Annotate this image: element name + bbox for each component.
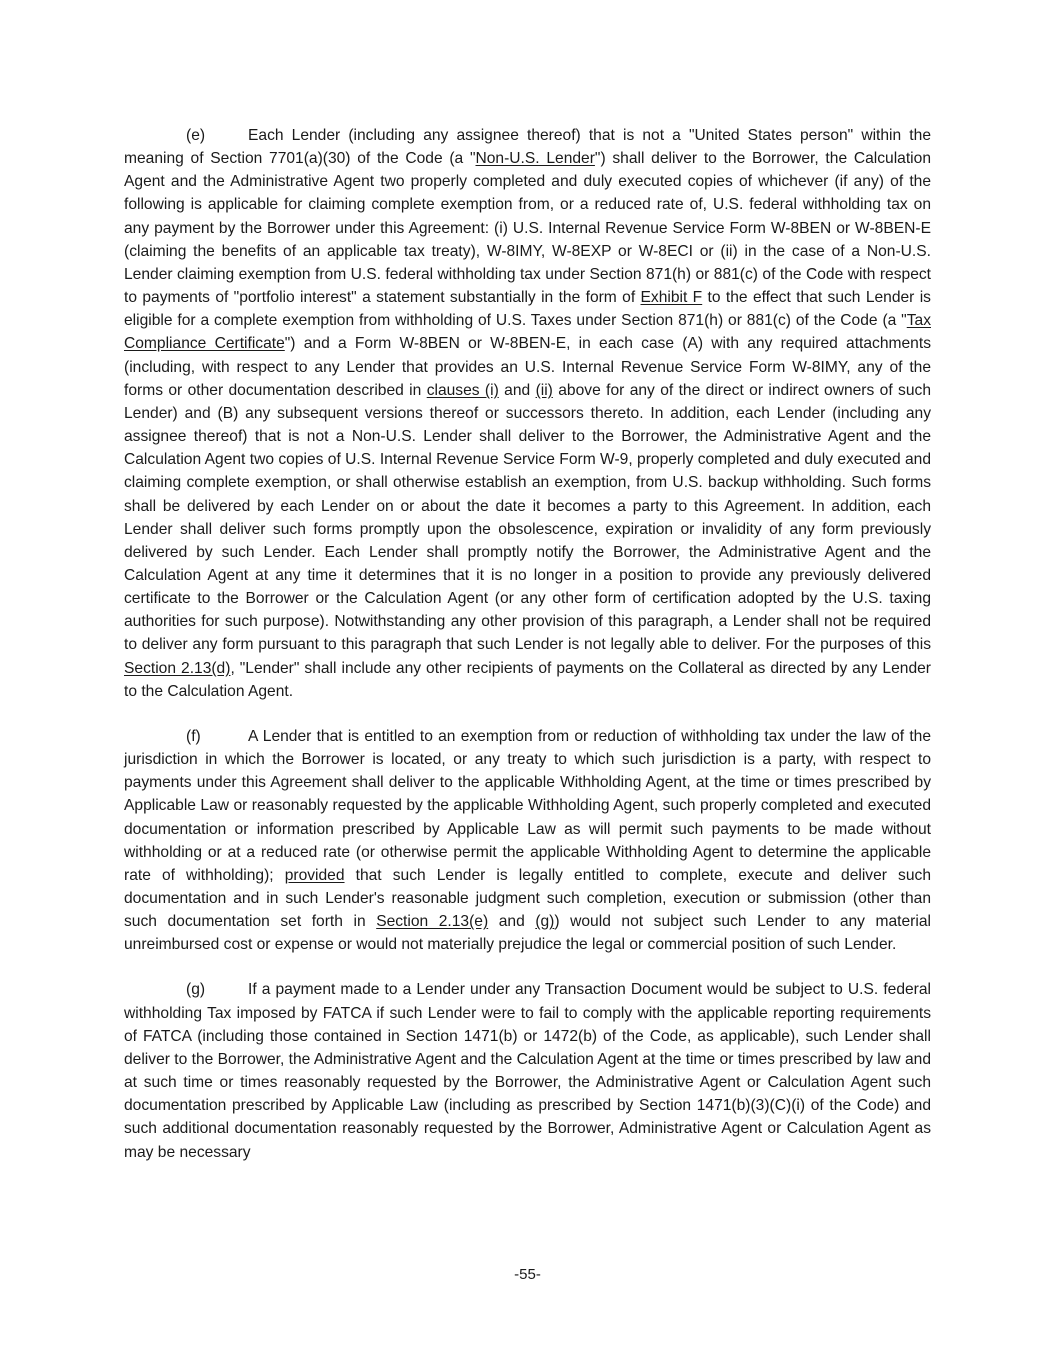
paragraph-text: and (498, 381, 536, 399)
paragraph-label: (f) (186, 727, 201, 745)
paragraph-e (124, 124, 931, 703)
defined-term-provided: provided (284, 866, 345, 884)
paragraph-text: A Lender that is entitled to an exemption from or reduction of withholding tax under the law of the jurisdiction in which the Borrower is located, or any treaty to which such jurisdiction is a party, with respect to payments under this Agreement shall deliver to the applicable Withholding Agent, at the time or times prescribed by Applicable Law or reasonably requested by the applicable Withholding Agent, such properly completed and executed documentation or information prescribed by Applicable Law as will permit such payments to be made without withholding or at a reduced rate (or otherwise permit the applicable Withholding Agent to determine the applicable rate of withholding); (124, 727, 931, 884)
page-number: -55- (514, 1266, 541, 1283)
paragraph-text: ") and a Form W-8BEN or W-8BEN-E, in each case (A) with any required attachments (including, with respect to any Lender that provides an U.S. Internal Revenue Service Form W-8IMY, any of the forms or other documentation described in (124, 335, 931, 399)
paragraph-g (124, 978, 931, 1163)
paragraph-label: (g) (186, 981, 206, 999)
document-page (124, 124, 931, 1186)
paragraph-text: ") shall deliver to the Borrower, the Calculation Agent and the Administrative Agent two properly completed and duly executed copies of whichever (if any) of the following is applicable for claiming complete exemption from, or a reduced rate of, U.S. federal withholding tax on any payment by the Borrower under this Agreement: (i) U.S. Internal Revenue Service Form W-8BEN or W-8BEN-E (claiming the benefits of an applicable tax treaty), W-8IMY, W-8EXP or W-8ECI or (ii) in the case of a Non-U.S. Lender claiming exemption from U.S. federal withholding tax under Section 871(h) or 881(c) of the Code with respect to payments of "portfolio interest" a statement substantially in the form of (124, 150, 931, 307)
reference-clauses-i: clauses (i) (426, 381, 499, 399)
paragraph-text: ) would not subject such Lender to any material unreimbursed cost or expense or would not materially prejudice the legal or commercial position of such Lender. (124, 913, 931, 954)
defined-term-non-us-lender: Non-U.S. Lender (475, 150, 595, 168)
paragraph-f (124, 725, 931, 957)
paragraph-text: and (488, 913, 536, 931)
reference-section-2-13-d: Section 2.13(d) (124, 659, 231, 677)
reference-clause-g: (g) (535, 913, 555, 931)
reference-exhibit-f: Exhibit F (640, 289, 703, 307)
paragraph-text: Each Lender (including any assignee thereof) that is not a "United States person" within the meaning of Section 7701(a)(30) of the Code (a " (124, 127, 931, 168)
defined-term-tax-compliance-certificate: Tax Compliance Certificate (124, 312, 931, 353)
paragraph-text: above for any of the direct or indirect owners of such Lender) and (B) any subsequent versions thereof or successors thereto. In addition, each Lender (including any assignee thereof) that is not a Non-U.S. Lender shall deliver to the Borrower, the Administrative Agent and the Calculation Agent two copies of U.S. Internal Revenue Service Form W-9, properly completed and duly executed and claiming complete exemption, or shall otherwise establish an exemption, from U.S. backup withholding. Such forms shall be delivered by each Lender on or about the date it becomes a party to this Agreement. In addition, each Lender shall deliver such forms promptly upon the obsolescence, expiration or invalidity of any form previously delivered by such Lender. Each Lender shall promptly notify the Borrower, the Administrative Agent and the Calculation Agent at any time it determines that it is no longer in a position to provide any previously delivered certificate to the Borrower or the Calculation Agent (or any other form of certification adopted by the U.S. taxing authorities for such purpose). Notwithstanding any other provision of this paragraph, a Lender shall not be required to deliver any form pursuant to this paragraph that such Lender is not legally able to deliver. For the purposes of this (124, 381, 931, 654)
paragraph-text: that such Lender is legally entitled to complete, execute and deliver such documentation and in such Lender's reasonable judgment such completion, execution or submission (other than such documentation set forth in (124, 866, 931, 931)
reference-clause-ii: (ii) (535, 381, 553, 399)
paragraph-text: to the effect that such Lender is eligible for a complete exemption from withholding of U.S. Taxes under Section 871(h) or 881(c) of the Code (a " (124, 289, 931, 330)
paragraph-text: If a payment made to a Lender under any Transaction Document would be subject to U.S. federal withholding Tax imposed by FATCA if such Lender were to fail to comply with the applicable reporting requirements of FATCA (including those contained in Section 1471(b) or 1472(b) of the Code, as applicable), such Lender shall deliver to the Borrower, the Administrative Agent and the Calculation Agent at the time or times prescribed by law and at such time or times reasonably requested by the Borrower, the Administrative Agent or Calculation Agent such documentation prescribed by Applicable Law (including as prescribed by Section 1471(b)(3)(C)(i) of the Code) and such additional documentation reasonably requested by the Borrower, Administrative Agent or Calculation Agent as may be necessary (124, 981, 931, 1161)
paragraph-text: , "Lender" shall include any other recipients of payments on the Collateral as directed by any Lender to the Calculation Agent. (124, 659, 931, 700)
paragraph-label: (e) (186, 127, 206, 144)
reference-section-2-13-e: Section 2.13(e) (376, 913, 489, 931)
